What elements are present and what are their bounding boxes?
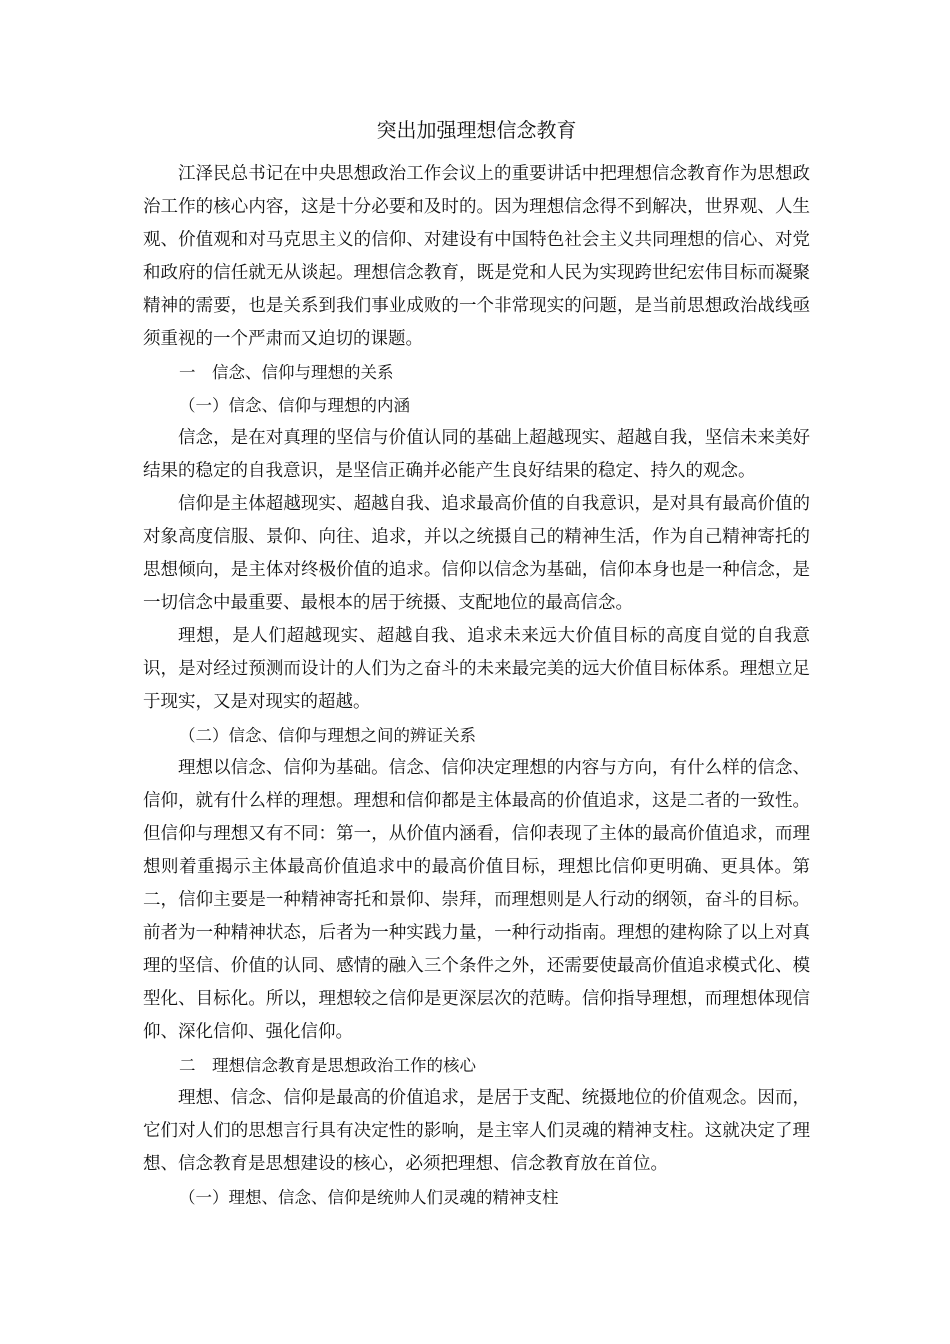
paragraph-core: 理想、信念、信仰是最高的价值追求，是居于支配、统摄地位的价值观念。因而，它们对人们的思想言行具有决定性的影响，是主宰人们灵魂的精神支柱。这就决定了理想、信念教育是思想建设的核心，必须把理想、信念教育放在首位。 [143,1088,810,1174]
paragraph-relationship: 理想以信念、信仰为基础。信念、信仰决定理想的内容与方向，有什么样的信念、信仰，就有什么样的理想。理想和信仰都是主体最高的价值追求，这是二者的一致性。但信仰与理想又有不同：第一，从价值内涵看，信仰表现了主体的最高价值追求，而理想则着重揭示主体最高价值追求中的最高价值目标，理想比信仰更明确、更具体。第二，信仰主要是一种精神寄托和景仰、崇拜，而理想则是人行动的纲领，奋斗的目标。前者为一种精神状态，后者为一种实践力量，一种行动指南。理想的建构除了以上对真理的坚信、价值的认同、感情的融入三个条件之外，还需要使最高价值追求模式化、模型化、目标化。所以，理想较之信仰是更深层次的范畴。信仰指导理想，而理想体现信仰、深化信仰、强化信仰。 [143,758,810,1042]
paragraph-intro: 江泽民总书记在中央思想政治工作会议上的重要讲话中把理想信念教育作为思想政治工作的核心内容，这是十分必要和及时的。因为理想信念得不到解决，世界观、人生观、价值观和对马克思主义的信仰、对建设有中国特色社会主义共同理想的信心、对党和政府的信任就无从谈起。理想信念教育，既是党和人民为实现跨世纪宏伟目标而凝聚精神的需要，也是关系到我们事业成败的一个非常现实的问题，是当前思想政治战线亟须重视的一个严肃而又迫切的课题。 [143,164,810,349]
paragraph-ideal: 理想，是人们超越现实、超越自我、追求未来远大价值目标的高度自觉的自我意识，是对经过预测而设计的人们为之奋斗的未来最完美的远大价值目标体系。理想立足于现实，又是对现实的超越。 [143,626,810,712]
subsection-heading-1-1: （一）信念、信仰与理想的内涵 [179,396,410,415]
subsection-heading-2-1: （一）理想、信念、信仰是统帅人们灵魂的精神支柱 [179,1188,559,1207]
section-heading-1: 一 信念、信仰与理想的关系 [179,363,394,382]
document-page [143,116,810,1214]
subsection-heading-1-2: （二）信念、信仰与理想之间的辨证关系 [179,726,476,745]
section-heading-2: 二 理想信念教育是思想政治工作的核心 [179,1056,476,1075]
document-title: 突出加强理想信念教育 [376,118,577,142]
paragraph-faith: 信仰是主体超越现实、超越自我、追求最高价值的自我意识，是对具有最高价值的对象高度信服、景仰、向往、追求，并以之统摄自己的精神生活，作为自己精神寄托的思想倾向，是主体对终极价值的追求。信仰以信念为基础，信仰本身也是一种信念，是一切信念中最重要、最根本的居于统摄、支配地位的最高信念。 [143,494,810,613]
paragraph-belief: 信念，是在对真理的坚信与价值认同的基础上超越现实、超越自我，坚信未来美好结果的稳定的自我意识，是坚信正确并必能产生良好结果的稳定、持久的观念。 [143,428,810,481]
